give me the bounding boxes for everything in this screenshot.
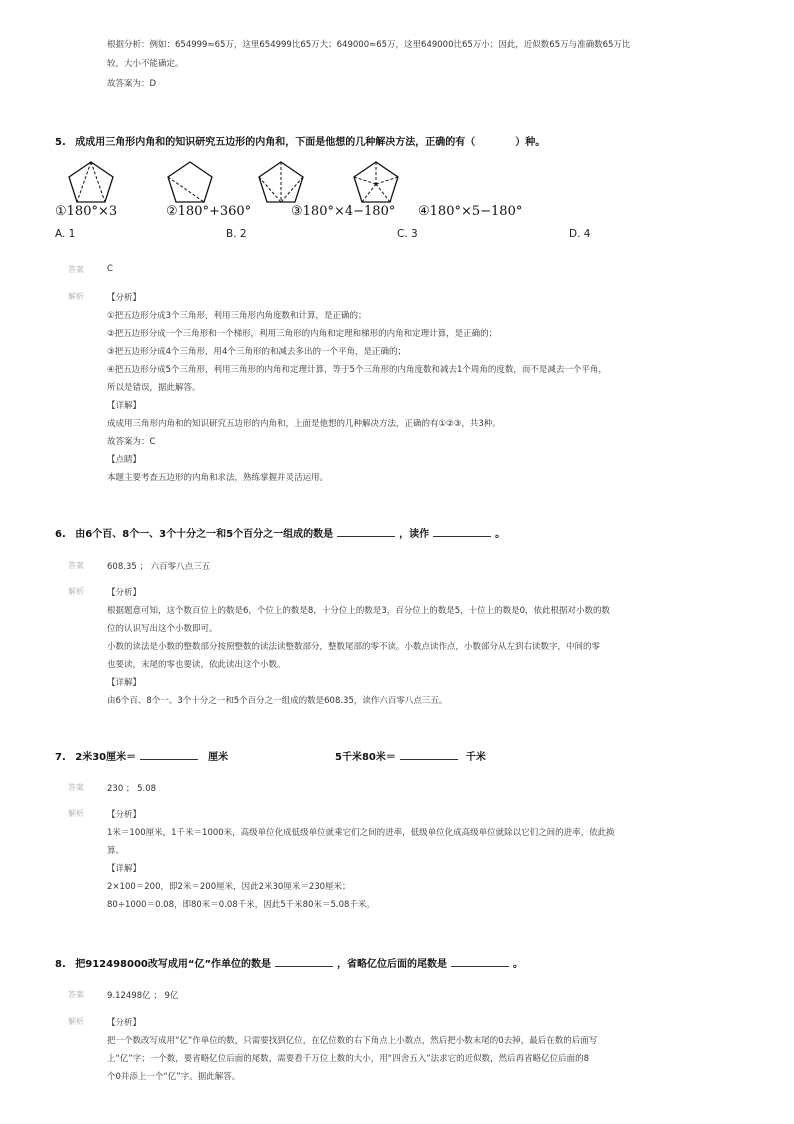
question-5-stem — [55, 133, 545, 148]
q6-line-1: 【分析】 — [107, 588, 142, 598]
formula-1: ①180°×3 — [55, 204, 118, 219]
q6-line-7: 由6个百、8个一、3个十分之一和5个百分之一组成的数是608.35，读作六百零八点三五。 — [107, 696, 448, 706]
q8-analysis-label: 解析 — [68, 1017, 84, 1026]
question-7-stem — [55, 748, 228, 763]
option-a: A. 1 — [55, 228, 76, 240]
question-6-text-a: 由6个百、8个一、3个十分之一和5个百分之一组成的数是 — [75, 529, 334, 540]
question-7-stem-part-2 — [335, 748, 486, 763]
question-5-text: 成成用三角形内角和的知识研究五边形的内角和，下面是他想的几种解决方法，正确的有（ — [75, 137, 476, 148]
q5-line-6: 所以是错误，据此解答。 — [107, 383, 201, 393]
question-7-blank-2[interactable] — [400, 749, 458, 760]
q5-line-8: 成成用三角形内角和的知识研究五边形的内角和，上面是他想的几种解决方法，正确的有①②③，共3种。 — [107, 419, 501, 429]
question-7-text-b: 厘米 — [208, 752, 229, 763]
q5-line-5: ④把五边形分成5个三角形，利用三角形的内角和定理计算，等于5个三角形的内角度数和减去1个周角的度数，而不是减去一个平角， — [107, 365, 607, 375]
q7-analysis-label: 解析 — [68, 809, 84, 818]
q7-line-2: 1米＝100厘米，1千米＝1000米，高级单位化成低级单位就乘它们之间的进率，低级单位化成高级单位就除以它们之间的进率，依此换 — [107, 828, 615, 838]
q5-line-11: 本题主要考查五边形的内角和求法，熟练掌握并灵活运用。 — [107, 473, 329, 483]
question-8-number: 8. — [55, 959, 66, 970]
q7-answer-label: 答案 — [68, 783, 84, 792]
pentagon-figure-4 — [351, 160, 401, 204]
question-8-stem — [55, 955, 523, 970]
q5-line-10: 【点睛】 — [107, 455, 142, 465]
option-c: C. 3 — [397, 228, 418, 240]
question-6-blank-1[interactable] — [337, 526, 395, 537]
option-d: D. 4 — [569, 228, 591, 240]
pentagon-figure-1 — [66, 160, 116, 204]
question-5-text-end: ）种。 — [515, 137, 546, 148]
question-8-blank-2[interactable] — [451, 956, 509, 967]
question-8-text-b: ，省略亿位后面的尾数是 — [337, 959, 448, 970]
question-5-number: 5. — [55, 137, 66, 148]
prev-analysis-line-2: 较，大小不能确定。 — [107, 59, 184, 69]
q5-answer-label: 答案 — [68, 265, 84, 274]
q5-line-9: 故答案为：C — [107, 437, 156, 447]
question-6-text-c: 。 — [495, 529, 506, 540]
q6-answer: 608.35 ； 六百零八点三五 — [107, 562, 211, 572]
question-8-text-c: 。 — [513, 959, 524, 970]
question-7-text-c: 5千米80米＝ — [335, 752, 396, 763]
q6-line-3: 位的认识写出这个小数即可。 — [107, 624, 218, 634]
q6-answer-label: 答案 — [68, 561, 84, 570]
q7-answer: 230 ； 5.08 — [107, 784, 157, 794]
question-6-text-b: ，读作 — [399, 529, 430, 540]
q7-line-6: 80÷1000＝0.08，即80米＝0.08千米，因此5千米80米＝5.08千米。 — [107, 900, 375, 910]
q8-answer: 9.12498亿 ； 9亿 — [107, 991, 179, 1001]
pentagon-figure-2 — [165, 160, 215, 204]
q5-analysis-label: 解析 — [68, 292, 84, 301]
q7-line-4: 【详解】 — [107, 864, 142, 874]
q6-line-6: 【详解】 — [107, 678, 142, 688]
q5-line-7: 【详解】 — [107, 401, 142, 411]
prev-answer-line: 故答案为：D — [107, 79, 157, 89]
question-8-blank-1[interactable] — [275, 956, 333, 967]
question-7-text-a: 2米30厘米＝ — [75, 752, 137, 763]
q8-answer-label: 答案 — [68, 990, 84, 999]
q5-line-1: 【分析】 — [107, 293, 142, 303]
q6-line-2: 根据题意可知，这个数百位上的数是6，个位上的数是8，十分位上的数是3，百分位上的数是5，十位上的数是0，依此根据对小数的数 — [107, 606, 611, 616]
q5-line-2: ①把五边形分成3个三角形，利用三角形内角度数和计算，是正确的； — [107, 311, 367, 321]
q5-line-3: ②把五边形分成一个三角形和一个梯形，利用三角形的内角和定理和梯形的内角和定理计算，是正确的； — [107, 329, 498, 339]
q7-line-3: 算。 — [107, 846, 125, 856]
question-6-stem — [55, 525, 505, 540]
q6-line-4: 小数的读法是小数的整数部分按照整数的读法读整数部分，整数尾部的零不读。小数点读作点，小数部分从左到右读数字，中间的零 — [107, 642, 601, 652]
question-7-blank-1[interactable] — [140, 749, 198, 760]
q8-line-3: 上“亿”字；一个数，要省略亿位后面的尾数，需要看千万位上数的大小，用“四舍五入”法求它的近似数，然后再省略亿位后面的8 — [107, 1054, 590, 1064]
formula-2: ②180°+360° — [166, 204, 252, 219]
q7-line-1: 【分析】 — [107, 810, 142, 820]
q6-analysis-label: 解析 — [68, 587, 84, 596]
pentagon-figure-3 — [256, 160, 306, 204]
question-6-number: 6. — [55, 529, 66, 540]
option-b: B. 2 — [226, 228, 247, 240]
q5-line-4: ③把五边形分成4个三角形，用4个三角形的和减去多出的一个平角，是正确的； — [107, 347, 406, 357]
question-8-text-a: 把912498000改写成用“亿”作单位的数是 — [75, 959, 272, 970]
q8-line-4: 个0并添上一个“亿”字。据此解答。 — [107, 1072, 241, 1082]
q8-line-2: 把一个数改写成用“亿”作单位的数，只需要找到亿位，在亿位数的右下角点上小数点，然后把小数末尾的0去掉，最后在数的后面写 — [107, 1036, 598, 1046]
question-7-text-d: 千米 — [465, 752, 486, 763]
question-6-blank-2[interactable] — [433, 526, 491, 537]
q8-line-1: 【分析】 — [107, 1018, 142, 1028]
q7-line-5: 2×100＝200，即2米＝200厘米，因此2米30厘米＝230厘米； — [107, 882, 351, 892]
q6-line-5: 也要读，末尾的零也要读，依此读出这个小数。 — [107, 660, 286, 670]
q5-answer: C — [107, 264, 113, 274]
formula-4: ④180°×5−180° — [418, 204, 523, 219]
question-7-number: 7. — [55, 752, 66, 763]
formula-3: ③180°×4−180° — [291, 204, 396, 219]
prev-analysis-line-1: 根据分析：例如：654999≈65万，这里654999比65万大；649000≈65万，这里649000比65万小；因此，近似数65万与准确数65万比 — [107, 40, 631, 50]
